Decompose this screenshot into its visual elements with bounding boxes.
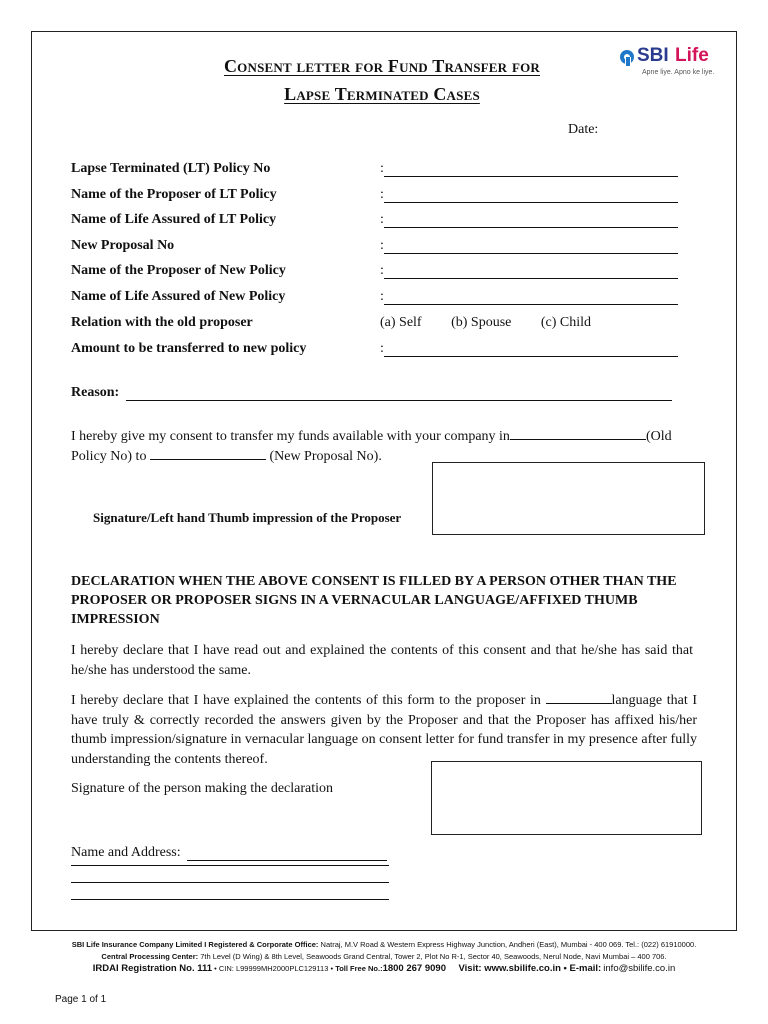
declaration-heading: DECLARATION WHEN THE ABOVE CONSENT IS FILLED BY A PERSON OTHER THAN THE PROPOSER OR PROPOSER SIGNS IN A VERNACULAR LANGUAGE/AFFIXED THUMB IMPRESSION	[71, 574, 677, 627]
relation-option-spouse[interactable]: (b) Spouse	[451, 315, 512, 330]
field-label-new-proposal-no: New Proposal No	[71, 238, 175, 253]
declarant-signature-label: Signature of the person making the declaration	[71, 781, 334, 796]
footer-cpc-label: Central Processing Center:	[101, 952, 199, 961]
sbi-life-logo	[620, 47, 724, 81]
sbi-keyhole-icon	[620, 50, 634, 64]
footer-company-address: Natraj, M.V Road & Western Express Highway Junction, Andheri (East), Mumbai - 400 069. Tel.: (022) 61910000.	[320, 940, 697, 949]
consent-text-3: Policy No) to	[71, 448, 147, 464]
field-prefix: :	[380, 161, 384, 176]
reason-label: Reason:	[71, 385, 120, 400]
consent-text-4: (New Proposal No).	[269, 448, 382, 464]
declaration-paragraph-2	[71, 691, 697, 769]
new-proposal-blank[interactable]	[150, 448, 266, 460]
name-address-input-4[interactable]	[71, 899, 389, 900]
footer-line-1	[0, 940, 768, 949]
date-label: Date:	[568, 122, 599, 137]
footer-cin: • CIN: L99999MH2000PLC129113 •	[214, 964, 334, 973]
name-address-input-3[interactable]	[71, 882, 389, 883]
name-address-input-2[interactable]	[71, 865, 389, 866]
name-address-input-1[interactable]	[187, 848, 387, 861]
language-blank[interactable]	[546, 692, 612, 704]
consent-text-1: I hereby give my consent to transfer my funds available with your company in	[71, 429, 510, 444]
declaration-text-b: language that I have truly & correctly recorded the answers given by the Proposer and that the Proposer has affixed his/her thumb impression/signature in vernacular language on consent letter for fund transfer in my presence after fully understanding the contents thereof.	[71, 693, 698, 767]
proposer-signature-label: Signature/Left hand Thumb impression of the Proposer	[93, 510, 402, 525]
footer-email[interactable]: info@sbilife.co.in	[603, 963, 676, 974]
declaration-text-a: I hereby declare that I have explained the contents of this form to the proposer in	[71, 693, 541, 708]
declarant-signature-box[interactable]	[431, 761, 702, 835]
field-label-amount: Amount to be transferred to new policy	[71, 341, 307, 356]
field-input-amount[interactable]	[380, 341, 678, 357]
field-prefix: :	[380, 238, 384, 253]
logo-brand-life: Life	[675, 45, 709, 66]
field-input-proposer-new[interactable]	[380, 263, 678, 279]
name-address-row	[71, 845, 387, 861]
field-prefix: :	[380, 341, 384, 356]
field-label-relation: Relation with the old proposer	[71, 315, 253, 330]
field-label-proposer-new: Name of the Proposer of New Policy	[71, 263, 286, 278]
field-input-life-assured-new[interactable]	[380, 289, 678, 305]
footer-cpc-address: 7th Level (D Wing) & 8th Level, Seawoods Grand Central, Tower 2, Plot No R-1, Sector 40, Seawoods, Nerul Node, Navi Mumbai – 400 706.	[200, 952, 667, 961]
logo-brand-sbi: SBI	[637, 45, 669, 66]
footer-irdai: IRDAI Registration No. 111	[92, 963, 213, 974]
field-label-lt-policy-no: Lapse Terminated (LT) Policy No	[71, 161, 271, 176]
field-label-proposer-lt: Name of the Proposer of LT Policy	[71, 187, 277, 202]
reason-input[interactable]	[126, 388, 672, 401]
footer-line-3	[0, 963, 768, 974]
document-title-line1: Consent letter for Fund Transfer for	[223, 56, 541, 76]
declaration-paragraph-1: I hereby declare that I have read out and explained the contents of this consent and that he/she has said that he/she has understood the same.	[71, 643, 693, 678]
relation-options	[380, 315, 617, 331]
footer-visit-email-label: Visit: www.sbilife.co.in • E-mail:	[458, 963, 602, 974]
consent-text-2: (Old	[645, 429, 672, 444]
field-input-new-proposal-no[interactable]	[380, 238, 678, 254]
field-label-life-assured-lt: Name of Life Assured of LT Policy	[71, 212, 277, 227]
field-input-life-assured-lt[interactable]	[380, 212, 678, 228]
footer-line-2	[0, 952, 768, 961]
reason-row	[71, 385, 672, 401]
footer-company-label: SBI Life Insurance Company Limited I Registered & Corporate Office:	[71, 940, 319, 949]
footer-tollfree-number: 1800 267 9090	[382, 963, 446, 974]
field-input-lt-policy-no[interactable]	[380, 161, 678, 177]
field-prefix: :	[380, 187, 384, 202]
field-label-life-assured-new: Name of Life Assured of New Policy	[71, 289, 286, 304]
logo-tagline: Apne liye. Apno ke liye.	[642, 69, 715, 76]
old-policy-blank[interactable]	[510, 428, 646, 440]
footer-tollfree-label: Toll Free No.:	[335, 964, 383, 973]
field-prefix: :	[380, 212, 384, 227]
field-prefix: :	[380, 289, 384, 304]
page-number: Page 1 of 1	[55, 994, 107, 1005]
field-prefix: :	[380, 263, 384, 278]
consent-paragraph	[71, 427, 701, 466]
relation-option-self[interactable]: (a) Self	[380, 315, 422, 330]
relation-option-child[interactable]: (c) Child	[540, 315, 592, 330]
proposer-signature-box[interactable]	[432, 462, 705, 535]
field-input-proposer-lt[interactable]	[380, 187, 678, 203]
name-address-label: Name and Address:	[71, 845, 181, 860]
document-title-line2: Lapse Terminated Cases	[284, 84, 480, 104]
